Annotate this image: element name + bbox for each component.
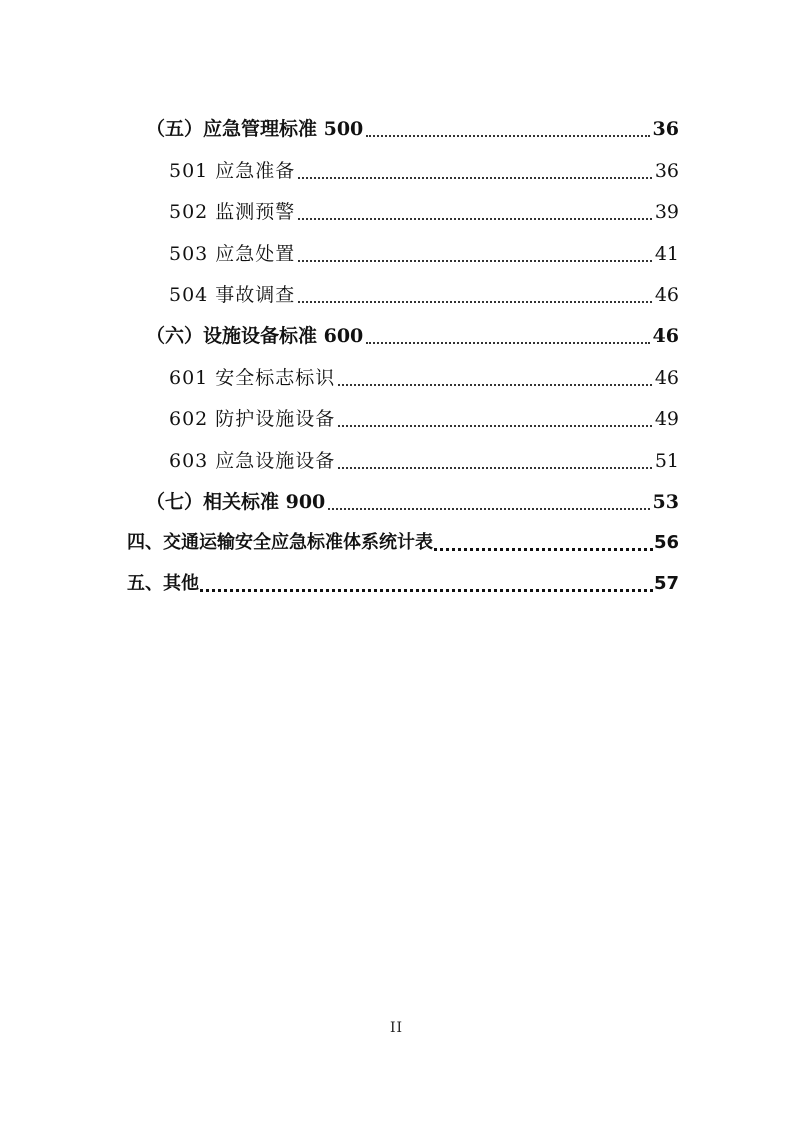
toc-entry-title: （六）设施设备标准 600	[146, 325, 364, 347]
page-number: II	[389, 1020, 404, 1036]
dot-leader	[338, 467, 652, 469]
toc-entry-page: 39	[654, 201, 679, 223]
dot-leader	[338, 425, 652, 427]
dot-leader	[298, 218, 652, 220]
dot-leader	[366, 342, 649, 344]
dot-leader	[434, 548, 653, 551]
toc-entry-title: 501 应急准备	[169, 160, 296, 182]
toc-entry-title: 四、交通运输安全应急标准体系统计表	[127, 532, 433, 553]
toc-entry[interactable]	[169, 406, 679, 432]
dot-leader	[338, 384, 652, 386]
toc-entry-title: 504 事故调查	[169, 284, 296, 306]
toc-entry-title: （五）应急管理标准 500	[146, 118, 364, 140]
toc-entry-page: 51	[654, 450, 679, 472]
dot-leader	[298, 260, 652, 262]
dot-leader	[298, 177, 652, 179]
toc-entry-page: 36	[654, 160, 679, 182]
toc-entry-page: 57	[653, 573, 679, 594]
toc-entry-page: 36	[652, 118, 679, 140]
toc-entry-page: 46	[654, 367, 679, 389]
toc-entry[interactable]	[146, 323, 679, 349]
toc-entry-title: 503 应急处置	[169, 243, 296, 265]
dot-leader	[298, 301, 652, 303]
toc-entry-page: 46	[652, 325, 679, 347]
toc-entry-title: （七）相关标准 900	[146, 491, 326, 513]
toc-entry-page: 56	[653, 532, 679, 553]
toc-entry[interactable]	[169, 241, 679, 267]
toc-entry-page: 41	[654, 243, 679, 265]
toc-entry-title: 五、其他	[127, 573, 199, 594]
toc-entry[interactable]	[146, 116, 679, 142]
dot-leader	[366, 135, 649, 137]
toc-entry-page: 53	[652, 491, 679, 513]
toc-entry[interactable]	[146, 489, 679, 515]
toc-entry[interactable]	[127, 571, 679, 597]
toc-entry-title: 602 防护设施设备	[169, 408, 336, 430]
toc-entry[interactable]	[169, 282, 679, 308]
toc-entry[interactable]	[169, 199, 679, 225]
toc-entry-title: 601 安全标志标识	[169, 367, 336, 389]
toc-entry[interactable]	[127, 530, 679, 556]
toc-entry-page: 46	[654, 284, 679, 306]
dot-leader	[328, 508, 649, 510]
toc-entry-title: 603 应急设施设备	[169, 450, 336, 472]
dot-leader	[200, 589, 653, 592]
toc-entry[interactable]	[169, 448, 679, 474]
toc-entry-title: 502 监测预警	[169, 201, 296, 223]
toc-entry[interactable]	[169, 365, 679, 391]
toc-entry-page: 49	[654, 408, 679, 430]
toc-entry[interactable]	[169, 158, 679, 184]
